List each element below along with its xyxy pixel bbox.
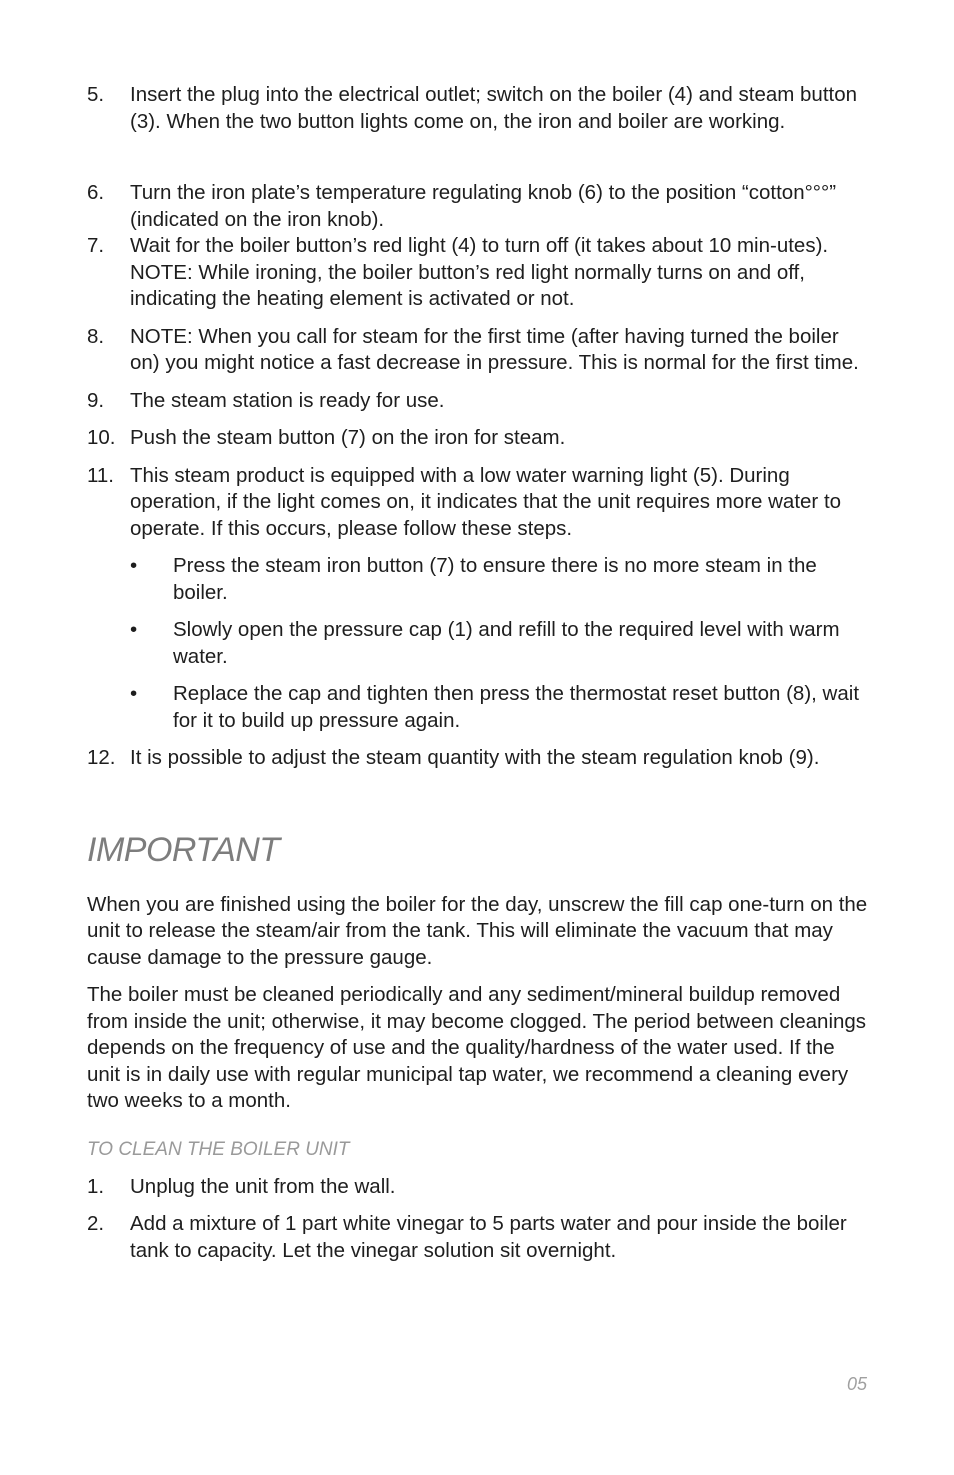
step-text: NOTE: When you call for steam for the first time (after having turned the boiler on) you might notice a fast decrease in pressure. This is normal for the first time. <box>130 324 859 374</box>
sub-steps <box>130 553 872 734</box>
step-number: 5. <box>87 83 105 106</box>
step-text: It is possible to adjust the steam quantity with the steam regulation knob (9). <box>130 746 820 769</box>
cleaning-steps <box>87 1174 872 1265</box>
list-item <box>130 681 872 734</box>
list-item <box>87 745 872 772</box>
step-number: 6. <box>87 181 105 204</box>
list-item <box>87 388 872 415</box>
step-number: 9. <box>87 388 105 412</box>
list-item <box>130 553 872 606</box>
list-item <box>87 463 872 735</box>
step-number: 1. <box>87 1174 105 1198</box>
list-item <box>87 180 872 233</box>
bullet-text: Slowly open the pressure cap (1) and refill to the required level with warm water. <box>173 618 840 668</box>
page-content <box>87 82 872 1275</box>
bullet-icon: • <box>130 618 138 641</box>
list-item <box>87 1211 872 1264</box>
step-text: This steam product is equipped with a low water warning light (5). During operation, if the light comes on, it indicates that the unit requires more water to operate. If this occurs, please follow these steps. <box>130 463 842 540</box>
list-item <box>87 324 872 377</box>
step-number: 8. <box>87 324 105 348</box>
bullet-icon: • <box>130 554 138 577</box>
step-text: Insert the plug into the electrical outlet; switch on the boiler (4) and steam button (3). When the two button lights come on, the iron and boiler are working. <box>130 83 858 133</box>
step-text: Push the steam button (7) on the iron for steam. <box>130 426 566 449</box>
list-item <box>87 425 872 452</box>
step-text: Turn the iron plate’s temperature regulating knob (6) to the position “cotton°°°” (indicated on the iron knob). <box>130 181 837 231</box>
list-item <box>87 82 872 135</box>
step-number: 2. <box>87 1212 105 1235</box>
step-number: 12. <box>87 746 116 769</box>
step-text: The steam station is ready for use. <box>130 388 445 412</box>
list-item <box>87 1174 872 1201</box>
bullet-text: Press the steam iron button (7) to ensure there is no more steam in the boiler. <box>173 554 817 604</box>
step-text: Unplug the unit from the wall. <box>130 1174 396 1198</box>
important-paragraph-1: When you are finished using the boiler for the day, unscrew the fill cap one-turn on the unit to release the steam/air from the tank. This will eliminate the vacuum that may cause damage to the pressure gauge. <box>87 892 868 969</box>
important-heading: IMPORTANT <box>87 830 280 869</box>
step-text: Wait for the boiler button’s red light (4) to turn off (it takes about 10 min-utes). NOTE: While ironing, the boiler button’s red light normally turns on and off, indicating the heating element is activated or not. <box>130 234 829 310</box>
step-text: Add a mixture of 1 part white vinegar to 5 parts water and pour inside the boiler tank to capacity. Let the vinegar solution sit overnight. <box>130 1212 847 1262</box>
cleaning-heading: TO CLEAN THE BOILER UNIT <box>87 1138 350 1160</box>
page-number: 05 <box>846 1374 867 1394</box>
instruction-steps <box>87 82 872 772</box>
bullet-icon: • <box>130 682 138 705</box>
step-number: 7. <box>87 234 105 257</box>
important-paragraph-2: The boiler must be cleaned periodically and any sediment/mineral buildup removed from inside the unit; otherwise, it may become clogged. The period between cleanings depends on the frequency of use and the quality/hardness of the water used. If the unit is in daily use with regular municipal tap water, we recommend a cleaning every two weeks to a month. <box>87 983 867 1112</box>
step-number: 10. <box>87 426 116 449</box>
list-item <box>130 617 872 670</box>
step-number: 11. <box>87 463 114 487</box>
bullet-text: Replace the cap and tighten then press the thermostat reset button (8), wait for it to build up pressure again. <box>173 682 860 732</box>
list-item <box>87 233 872 313</box>
